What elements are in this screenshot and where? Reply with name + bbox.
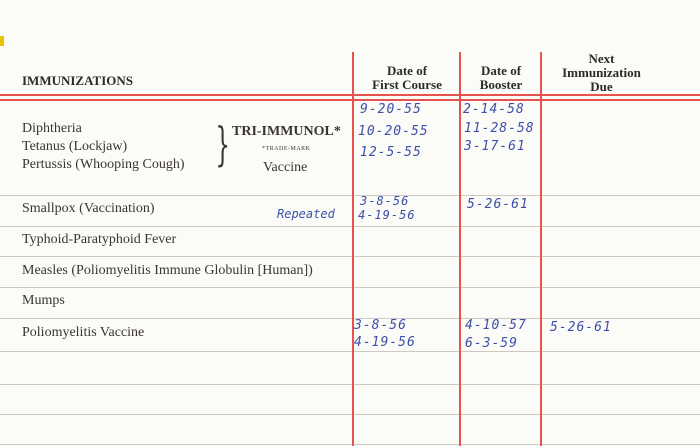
dtp-booster-date: 11-28-58 (464, 121, 535, 136)
polio-first-course-date: 3-8-56 (354, 318, 407, 333)
dtp-booster-date: 2-14-58 (463, 102, 525, 117)
row-label-smallpox: Smallpox (Vaccination) (22, 201, 155, 216)
polio-first-course-date: 4-19-56 (354, 335, 416, 350)
booster-header-line: Booster (479, 77, 523, 92)
row-divider (0, 256, 700, 257)
next-due-header-line: Due (590, 79, 613, 94)
row-divider (0, 318, 700, 319)
brand-name: TRI-IMMUNOL* (232, 124, 341, 139)
row-divider (0, 384, 700, 385)
row-divider (0, 226, 700, 227)
header-rule-top (0, 94, 700, 96)
polio-booster-date: 6-3-59 (465, 336, 518, 351)
row-label-diphtheria: Diphtheria (22, 121, 82, 136)
row-label-tetanus: Tetanus (Lockjaw) (22, 139, 128, 154)
next-due-header-line: Immunization (562, 65, 641, 80)
header-rule-bottom (0, 99, 700, 101)
row-divider (0, 351, 700, 352)
first-course-header-line: Date of (386, 63, 428, 78)
row-label-mumps: Mumps (22, 293, 65, 308)
repeated-note: Repeated (277, 207, 335, 221)
next-due-header-line: Next (588, 51, 615, 66)
next-due-header (543, 52, 660, 94)
row-label-polio: Poliomyelitis Vaccine (22, 325, 145, 340)
row-divider (0, 287, 700, 288)
column-divider (540, 52, 542, 446)
row-label-pertussis: Pertussis (Whooping Cough) (22, 157, 185, 172)
immunizations-heading: IMMUNIZATIONS (22, 73, 133, 88)
dtp-booster-date: 3-17-61 (464, 139, 526, 154)
vaccine-label: Vaccine (263, 160, 308, 175)
booster-header-line: Date of (480, 63, 522, 78)
smallpox-first-course-date: 4-19-56 (358, 208, 416, 222)
row-label-measles: Measles (Poliomyelitis Immune Globulin [Human]) (22, 263, 313, 278)
first-course-header (355, 64, 459, 92)
smallpox-booster-date: 5-26-61 (467, 197, 529, 212)
smallpox-first-course-date: 3-8-56 (360, 194, 410, 208)
column-divider (459, 52, 461, 446)
dtp-first-course-date: 12-5-55 (360, 145, 422, 160)
polio-booster-date: 4-10-57 (465, 318, 527, 333)
dtp-first-course-date: 9-20-55 (360, 102, 422, 117)
booster-header (462, 64, 540, 92)
column-divider (352, 52, 354, 446)
polio-next-due-date: 5-26-61 (550, 320, 612, 335)
row-divider (0, 444, 700, 445)
row-divider (0, 414, 700, 415)
edge-mark (0, 36, 4, 46)
dtp-first-course-date: 10-20-55 (358, 124, 429, 139)
row-label-typhoid: Typhoid-Paratyphoid Fever (22, 232, 177, 247)
row-divider (0, 195, 700, 196)
brace-icon: } (215, 117, 230, 171)
trademark-note: *TRADE-MARK (262, 146, 311, 152)
first-course-header-line: First Course (372, 77, 442, 92)
